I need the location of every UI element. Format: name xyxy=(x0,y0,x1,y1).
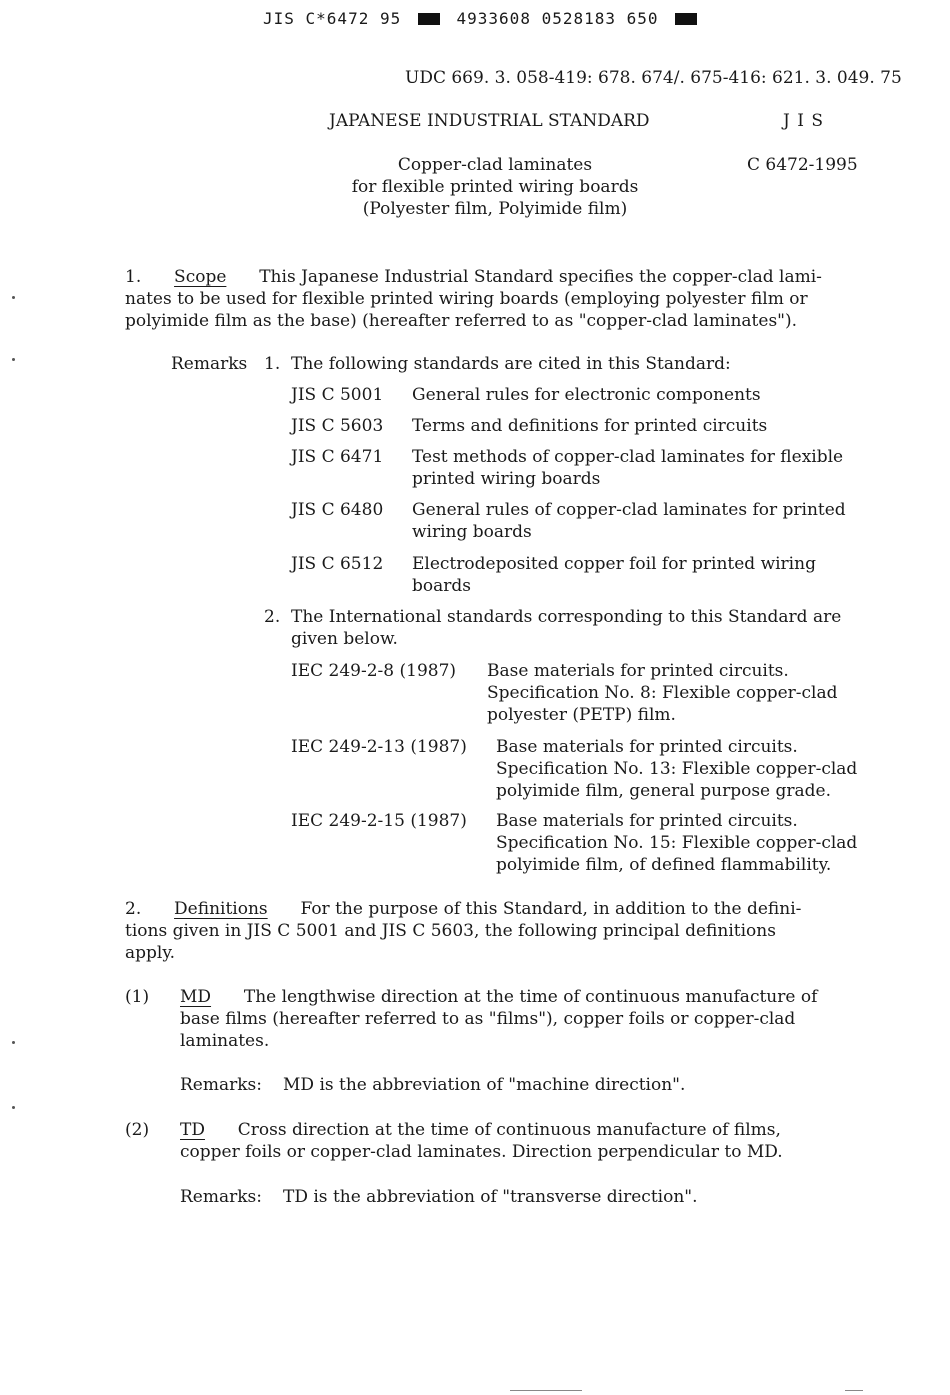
cited-standard-code: JIS C 6512 xyxy=(291,554,384,574)
iec-desc-line: Base materials for printed circuits. xyxy=(496,737,798,757)
cited-standard-desc: Electrodeposited copper foil for printed wiring boards xyxy=(412,554,816,596)
definition-term: MD xyxy=(180,987,212,1007)
section-heading: Scope xyxy=(174,267,227,287)
iec-desc-line: Base materials for printed circuits. xyxy=(487,661,789,681)
cited-standard-desc: General rules for electronic components xyxy=(412,385,761,405)
definition-remark-label: Remarks: xyxy=(180,1075,262,1095)
section-text-line: This Japanese Industrial Standard specifies the copper-clad lami- xyxy=(259,267,822,287)
remarks-item-number: 2. xyxy=(264,607,281,627)
standard-label: JAPANESE INDUSTRIAL STANDARD xyxy=(329,111,650,131)
definition-1-line xyxy=(180,986,817,1008)
definition-remark-text: TD is the abbreviation of "transverse direction". xyxy=(283,1187,698,1207)
standard-number: C 6472-1995 xyxy=(747,155,858,175)
scan-footer-mark xyxy=(510,1390,582,1391)
definition-2-line xyxy=(180,1119,781,1141)
section-2-heading xyxy=(125,898,801,920)
cited-standard-desc: General rules of copper-clad laminates for printed wiring boards xyxy=(412,500,846,542)
document-code-middle: 4933608 0528183 650 xyxy=(456,9,659,28)
section-1-heading xyxy=(125,266,822,288)
definition-text-line: laminates. xyxy=(180,1031,270,1051)
scan-speck xyxy=(12,358,15,361)
iec-standard-code: IEC 249-2-8 (1987) xyxy=(291,661,457,681)
iec-standard-desc xyxy=(496,810,896,876)
document-title xyxy=(330,154,660,220)
remarks-label: Remarks xyxy=(171,354,248,374)
iec-desc-line: polyimide film, of defined flammability. xyxy=(496,855,832,875)
scan-speck xyxy=(12,296,15,299)
remarks-item-text: The following standards are cited in this Standard: xyxy=(291,354,731,374)
definition-term: TD xyxy=(180,1120,205,1140)
document-code-left: JIS C*6472 95 xyxy=(263,9,402,28)
udc-classification: UDC 669. 3. 058-419: 678. 674/. 675-416: 621. 3. 049. 75 xyxy=(405,68,902,88)
iec-desc-line: polyimide film, general purpose grade. xyxy=(496,781,832,801)
cited-standard-desc: Test methods of copper-clad laminates for flexible printed wiring boards xyxy=(412,447,844,489)
cited-standard-code: JIS C 6471 xyxy=(291,447,384,467)
definition-number: (1) xyxy=(125,987,150,1007)
title-line: for flexible printed wiring boards xyxy=(351,177,639,197)
iec-desc-line: Base materials for printed circuits. xyxy=(496,811,798,831)
iec-standard-desc xyxy=(487,660,887,726)
definition-text-line: copper foils or copper-clad laminates. Direction perpendicular to MD. xyxy=(180,1142,783,1162)
title-line: (Polyester film, Polyimide film) xyxy=(362,199,628,219)
remarks-item-text: given below. xyxy=(291,629,398,649)
section-heading: Definitions xyxy=(174,899,268,919)
scan-speck xyxy=(12,1106,15,1109)
iec-desc-line: polyester (PETP) film. xyxy=(487,705,676,725)
cited-standard-code: JIS C 5001 xyxy=(291,385,384,405)
iec-standard-desc xyxy=(496,736,896,802)
scan-speck xyxy=(12,1041,15,1044)
section-text-line: For the purpose of this Standard, in addition to the defini- xyxy=(300,899,802,919)
jis-label: J I S xyxy=(783,111,824,131)
iec-standard-code: IEC 249-2-13 (1987) xyxy=(291,737,467,757)
section-number: 2. xyxy=(125,899,142,919)
section-text-line: tions given in JIS C 5001 and JIS C 5603, the following principal definitions xyxy=(125,921,776,941)
scan-footer-mark xyxy=(845,1390,863,1391)
iec-desc-line: Specification No. 15: Flexible copper-clad xyxy=(496,833,858,853)
scan-block-1 xyxy=(418,13,440,25)
section-text-line: nates to be used for flexible printed wiring boards (employing polyester film or xyxy=(125,289,808,309)
remarks-item-text: The International standards corresponding to this Standard are xyxy=(291,607,842,627)
section-text-line: apply. xyxy=(125,943,176,963)
iec-desc-line: Specification No. 8: Flexible copper-clad xyxy=(487,683,838,703)
section-text-line: polyimide film as the base) (hereafter referred to as "copper-clad laminates"). xyxy=(125,311,798,331)
section-number: 1. xyxy=(125,267,142,287)
definition-remark-text: MD is the abbreviation of "machine direction". xyxy=(283,1075,686,1095)
cited-standard-desc: Terms and definitions for printed circuits xyxy=(412,416,768,436)
definition-text-line: base films (hereafter referred to as "films"), copper foils or copper-clad xyxy=(180,1009,796,1029)
definition-number: (2) xyxy=(125,1120,150,1140)
definition-remark-label: Remarks: xyxy=(180,1187,262,1207)
document-code-strip xyxy=(263,8,703,30)
iec-standard-code: IEC 249-2-15 (1987) xyxy=(291,811,467,831)
cited-standard-code: JIS C 6480 xyxy=(291,500,384,520)
definition-text-line: The lengthwise direction at the time of continuous manufacture of xyxy=(243,987,818,1007)
iec-desc-line: Specification No. 13: Flexible copper-clad xyxy=(496,759,858,779)
title-line: Copper-clad laminates xyxy=(397,155,593,175)
remarks-item-number: 1. xyxy=(264,354,281,374)
cited-standard-code: JIS C 5603 xyxy=(291,416,384,436)
definition-text-line: Cross direction at the time of continuous manufacture of films, xyxy=(237,1120,781,1140)
scan-block-2 xyxy=(675,13,697,25)
